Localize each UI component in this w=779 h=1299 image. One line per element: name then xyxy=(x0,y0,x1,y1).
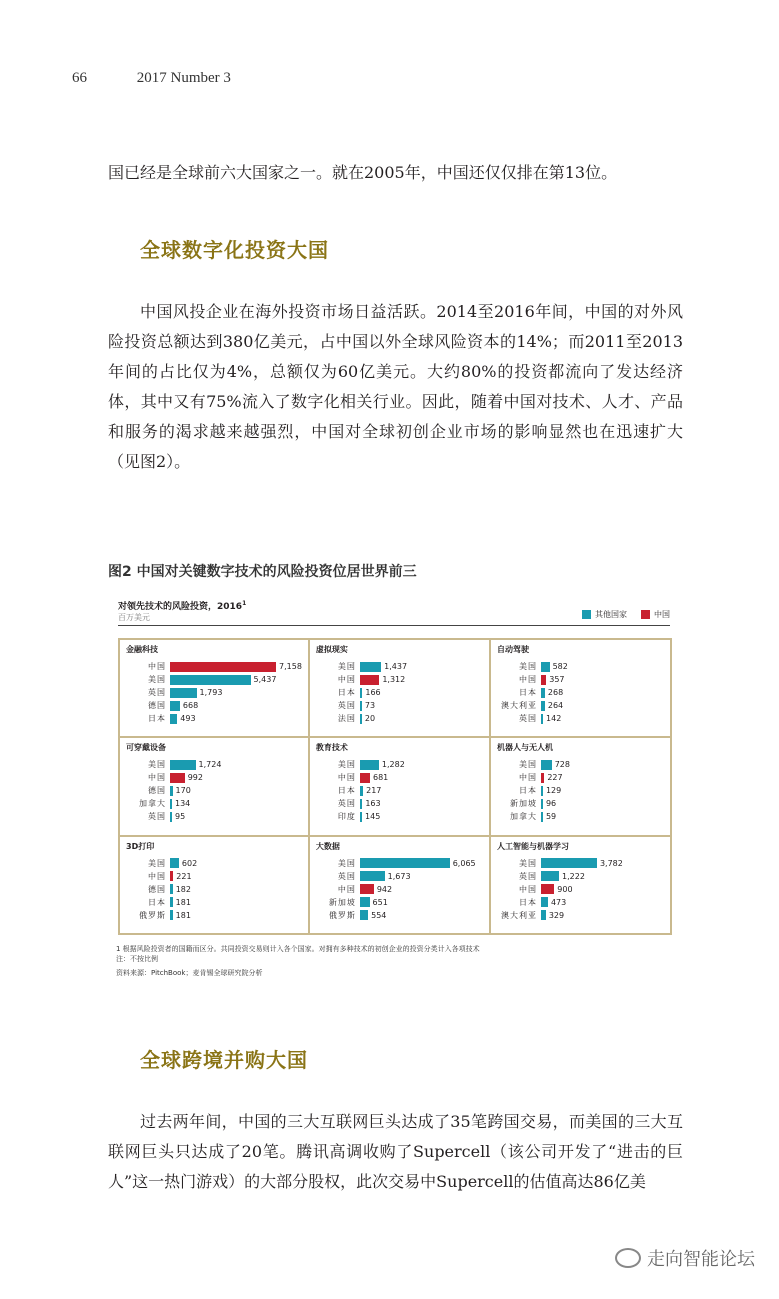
chart-bar-row xyxy=(497,686,664,699)
chart-panel xyxy=(119,836,309,934)
chart-bar xyxy=(541,812,543,822)
chart-bar xyxy=(170,884,173,894)
chart-bar xyxy=(170,799,172,809)
chart-bar-row xyxy=(316,758,483,771)
paragraph-3 xyxy=(108,1107,683,1197)
chart-value-label: 900 xyxy=(557,884,573,894)
chart-value-label: 163 xyxy=(365,799,381,809)
paragraph-1 xyxy=(108,158,683,188)
chart-bar-row xyxy=(126,699,302,712)
chart-note-2: 注：不按比例 xyxy=(116,955,158,963)
chart-panel-title: 虚拟现实 xyxy=(315,645,348,654)
chart-bar-row xyxy=(316,896,483,909)
chart-bar-row xyxy=(126,896,302,909)
chart-title-text: 对领先技术的风险投资，2016 xyxy=(118,602,243,612)
chart-bar xyxy=(541,858,597,868)
chart-bar xyxy=(360,884,374,894)
chart-value-label: 357 xyxy=(549,675,565,684)
chart-bar-row xyxy=(126,797,302,810)
chart-bar-row xyxy=(316,699,483,712)
chart-source: 资料来源：PitchBook；麦肯锡全球研究院分析 xyxy=(116,969,263,977)
chart-bar xyxy=(360,871,385,881)
chart-bar xyxy=(170,675,251,685)
chart-bar xyxy=(170,910,173,920)
chart-bar xyxy=(360,701,362,711)
chart-panel-grid xyxy=(118,638,672,935)
chart-panel-title: 自动驾驶 xyxy=(496,645,529,654)
chart-country-label: 加拿大 xyxy=(139,799,166,809)
watermark-text: 走向智能论坛 xyxy=(647,1249,755,1270)
chart-bar-row xyxy=(126,771,302,784)
chart-bar-row xyxy=(497,660,664,673)
chart-bar xyxy=(170,871,173,881)
chart-value-label: 264 xyxy=(547,701,564,710)
chart-country-label: 中国 xyxy=(337,773,356,783)
chart-top-rule xyxy=(118,625,670,626)
chart-value-label: 681 xyxy=(372,773,389,783)
chart-country-label: 中国 xyxy=(148,773,166,783)
chart-value-label: 166 xyxy=(365,688,381,697)
chart-value-label: 602 xyxy=(181,858,198,868)
chart-country-label: 德国 xyxy=(148,786,166,796)
chart-bar xyxy=(541,786,543,796)
chart-bar xyxy=(170,688,197,698)
chart-value-label: 1,222 xyxy=(562,871,585,881)
chart-bar-row xyxy=(316,909,483,922)
chart-panel xyxy=(119,639,309,737)
chart-bar-row xyxy=(316,660,483,673)
chart-value-label: 942 xyxy=(376,884,393,894)
chart-bar xyxy=(541,897,548,907)
chart-bar-row xyxy=(497,784,664,797)
paragraph-2 xyxy=(108,297,683,477)
chart-panel-title: 3D打印 xyxy=(126,841,155,851)
chart-country-label: 美国 xyxy=(337,858,356,868)
chart-country-label: 新加坡 xyxy=(509,799,537,809)
chart-bar-row xyxy=(497,909,664,922)
chart-bar-row xyxy=(316,712,483,725)
chart-bar-row xyxy=(316,810,483,823)
chart-country-label: 澳大利亚 xyxy=(500,910,537,920)
chart-panel xyxy=(490,836,671,934)
chart-value-label: 181 xyxy=(175,897,191,907)
chart-panel-title: 教育技术 xyxy=(315,743,348,753)
chart-value-label: 554 xyxy=(371,910,387,920)
chart-value-label: 582 xyxy=(552,662,568,671)
chart-bar-row xyxy=(497,810,664,823)
chart-value-label: 20 xyxy=(364,714,376,723)
chart-bar-row xyxy=(316,784,483,797)
paragraph-1-text: 国已经是全球前六大国家之一。就在2005年，中国还仅仅排在第13位。 xyxy=(108,163,618,182)
chart-country-label: 英国 xyxy=(337,871,356,881)
chart-country-label: 中国 xyxy=(518,884,537,894)
chart-bar-row xyxy=(316,857,483,870)
chart-value-label: 221 xyxy=(176,871,192,881)
chart-bar-row xyxy=(497,673,664,686)
chart-bar-row xyxy=(497,699,664,712)
chart-bar-row xyxy=(126,857,302,870)
chart-value-label: 1,282 xyxy=(381,760,405,770)
chart-bar xyxy=(541,871,559,881)
chart-value-label: 1,673 xyxy=(387,871,411,881)
chart-panel xyxy=(309,836,490,934)
chart-bar-row xyxy=(497,771,664,784)
chart-panel-title: 可穿戴设备 xyxy=(126,743,166,753)
chart-bar xyxy=(541,910,546,920)
chart-value-label: 7,158 xyxy=(279,662,302,671)
chart-country-label: 中国 xyxy=(148,871,166,881)
chart-country-label: 加拿大 xyxy=(509,812,537,822)
chart-title-sup: 1 xyxy=(242,600,247,607)
legend-label-others: 其他国家 xyxy=(595,610,627,619)
chart-value-label: 96 xyxy=(545,799,557,809)
chart-value-label: 6,065 xyxy=(452,858,476,868)
chart-country-label: 美国 xyxy=(337,760,356,770)
chart-value-label: 145 xyxy=(365,812,381,822)
chart-bar-row xyxy=(126,810,302,823)
watermark xyxy=(615,1245,755,1271)
chart-value-label: 668 xyxy=(182,701,199,710)
legend-label-china: 中国 xyxy=(654,610,670,619)
chart-country-label: 日本 xyxy=(518,688,537,697)
chart-bar-row xyxy=(316,771,483,784)
chart-value-label: 1,724 xyxy=(198,760,222,770)
chart-bar-row xyxy=(126,909,302,922)
chart-bar xyxy=(360,714,362,724)
chart-value-label: 1,793 xyxy=(199,688,223,697)
chart-country-label: 英国 xyxy=(337,799,356,809)
chart-bar-row xyxy=(126,870,302,883)
chart-bar xyxy=(360,662,381,672)
chart-bar-row xyxy=(126,673,302,686)
chart-value-label: 3,782 xyxy=(599,858,623,868)
chart-bar-row xyxy=(126,712,302,725)
chart-bar xyxy=(170,701,180,711)
chart-bar xyxy=(541,675,546,685)
chart-title xyxy=(118,599,246,612)
chart-value-label: 182 xyxy=(175,884,191,894)
chart-country-label: 德国 xyxy=(148,884,166,894)
chart-value-label: 728 xyxy=(554,760,570,770)
chart-bar xyxy=(360,675,379,685)
chart-notes xyxy=(116,944,480,964)
chart-panel xyxy=(490,639,671,737)
chart-value-label: 73 xyxy=(364,701,376,710)
chart-country-label: 美国 xyxy=(518,858,537,868)
chart-bar xyxy=(360,858,450,868)
chart-value-label: 651 xyxy=(372,897,388,907)
chart-country-label: 英国 xyxy=(148,812,166,822)
chart-country-label: 中国 xyxy=(337,675,356,684)
investment-chart xyxy=(108,595,678,990)
chart-panel xyxy=(309,639,490,737)
chart-country-label: 美国 xyxy=(148,858,166,868)
chart-bar-row xyxy=(126,686,302,699)
chart-country-label: 美国 xyxy=(148,675,166,684)
chart-bar-row xyxy=(316,686,483,699)
paragraph-3-text: 过去两年间，中国的三大互联网巨头达成了35笔跨国交易，而美国的三大互联网巨头只达成了20笔。腾讯高调收购了Supercell（该公司开发了“进击的巨人”这一热门游戏）的大部分股权，此次交易中Supercell的估值高达86亿美 xyxy=(108,1112,683,1191)
chart-unit: 百万美元 xyxy=(118,613,150,622)
chart-bar xyxy=(360,910,368,920)
chart-bar-row xyxy=(497,870,664,883)
chart-panel xyxy=(490,737,671,835)
chart-panel xyxy=(119,737,309,835)
chart-bar xyxy=(360,799,362,809)
chart-bar xyxy=(541,773,544,783)
chart-value-label: 329 xyxy=(548,910,565,920)
chart-country-label: 英国 xyxy=(148,688,166,697)
chart-country-label: 印度 xyxy=(337,812,356,822)
chart-bar-row xyxy=(126,883,302,896)
chart-country-label: 日本 xyxy=(518,786,537,796)
chart-bar xyxy=(360,897,370,907)
chart-country-label: 日本 xyxy=(148,897,166,907)
chart-bar xyxy=(170,786,173,796)
section-2-title: 全球跨境并购大国 xyxy=(140,1048,308,1072)
chart-value-label: 1,312 xyxy=(382,675,406,684)
legend-swatch-china xyxy=(641,610,650,619)
chart-bar xyxy=(541,884,554,894)
chart-country-label: 中国 xyxy=(148,662,166,671)
chart-panel-title: 金融科技 xyxy=(126,645,158,654)
chart-value-label: 134 xyxy=(175,799,191,809)
chart-bar xyxy=(360,812,362,822)
chart-value-label: 142 xyxy=(546,714,562,723)
chart-bar-row xyxy=(497,712,664,725)
chart-value-label: 493 xyxy=(180,714,196,723)
chart-country-label: 法国 xyxy=(337,714,356,723)
chart-value-label: 473 xyxy=(550,897,567,907)
chart-bar-row xyxy=(316,797,483,810)
chart-bar xyxy=(360,786,363,796)
paragraph-2-text: 中国风投企业在海外投资市场日益活跃。2014至2016年间，中国的对外风险投资总额达到380亿美元，占中国以外全球风险资本的14%；而2011至2013年间的占比仅为4%，总额仅为60亿美元。大约80%的投资都流向了发达经济体，其中又有75%流入了数字化相关行业。因此，随着中国对技术、人才、产品和服务的渴求越来越强烈，中国对全球初创企业市场的影响显然也在迅速扩大（见图2）。 xyxy=(108,302,683,471)
chart-bar-row xyxy=(126,660,302,673)
page-number: 66 xyxy=(72,70,87,86)
chart-bar xyxy=(360,760,379,770)
chart-country-label: 英国 xyxy=(518,871,537,881)
chart-bar xyxy=(170,897,173,907)
chart-value-label: 268 xyxy=(547,688,564,697)
issue-label: 2017 Number 3 xyxy=(136,70,231,86)
chart-value-label: 129 xyxy=(545,786,562,796)
section-1-title: 全球数字化投资大国 xyxy=(140,238,329,262)
chart-country-label: 中国 xyxy=(518,675,537,684)
chart-country-label: 美国 xyxy=(518,662,537,671)
chart-bar xyxy=(170,773,185,783)
chart-country-label: 美国 xyxy=(148,760,166,770)
chart-country-label: 日本 xyxy=(148,714,166,723)
chart-country-label: 新加坡 xyxy=(328,897,356,907)
chart-bar-row xyxy=(126,758,302,771)
chart-bar xyxy=(360,773,370,783)
chart-bar-row xyxy=(497,758,664,771)
chart-bar xyxy=(170,858,179,868)
chart-bar xyxy=(541,799,543,809)
chart-bar-row xyxy=(497,857,664,870)
chart-value-label: 59 xyxy=(545,812,557,822)
chart-country-label: 日本 xyxy=(518,897,537,907)
chart-country-label: 英国 xyxy=(337,701,356,710)
chart-country-label: 日本 xyxy=(337,786,356,796)
chart-value-label: 227 xyxy=(547,773,563,783)
chart-country-label: 日本 xyxy=(337,688,356,697)
chart-panel-title: 机器人与无人机 xyxy=(496,743,553,753)
figure-title: 图2 中国对关键数字技术的风险投资位居世界前三 xyxy=(108,564,417,580)
chart-country-label: 俄罗斯 xyxy=(328,910,356,920)
wechat-icon xyxy=(615,1248,641,1268)
chart-bar-row xyxy=(316,673,483,686)
chart-bar-row xyxy=(316,883,483,896)
chart-country-label: 中国 xyxy=(518,773,537,783)
chart-panel-title: 大数据 xyxy=(315,841,340,851)
chart-bar xyxy=(541,714,543,724)
chart-bar xyxy=(360,688,362,698)
chart-country-label: 美国 xyxy=(337,662,356,671)
chart-legend xyxy=(582,609,670,620)
chart-value-label: 992 xyxy=(187,773,203,783)
chart-country-label: 俄罗斯 xyxy=(139,910,166,920)
chart-bar xyxy=(541,688,545,698)
chart-bar xyxy=(170,760,196,770)
chart-country-label: 英国 xyxy=(518,714,537,723)
chart-bar-row xyxy=(316,870,483,883)
chart-panel-title: 人工智能与机器学习 xyxy=(496,841,569,851)
chart-bar-row xyxy=(497,797,664,810)
chart-value-label: 1,437 xyxy=(384,662,408,671)
chart-country-label: 美国 xyxy=(518,760,537,770)
chart-bar xyxy=(170,714,177,724)
chart-bar xyxy=(170,812,172,822)
running-header xyxy=(72,70,231,87)
chart-value-label: 181 xyxy=(175,910,191,920)
chart-country-label: 澳大利亚 xyxy=(500,701,537,710)
chart-bar-row xyxy=(126,784,302,797)
chart-bar xyxy=(541,701,545,711)
chart-bar xyxy=(541,760,552,770)
legend-swatch-others xyxy=(582,610,591,619)
chart-country-label: 德国 xyxy=(148,701,166,710)
chart-value-label: 95 xyxy=(175,812,186,822)
chart-note-1: 1 根据风险投资者的国籍而区分。共同投资交易则计入各个国家。对拥有多种技术的初创企业的投资分类计入各项技术 xyxy=(116,945,480,953)
chart-bar-row xyxy=(497,896,664,909)
chart-value-label: 170 xyxy=(175,786,191,796)
chart-country-label: 中国 xyxy=(337,884,356,894)
chart-value-label: 217 xyxy=(366,786,382,796)
chart-bar xyxy=(541,662,550,672)
chart-panel xyxy=(309,737,490,835)
chart-bar xyxy=(170,662,276,672)
chart-bar-row xyxy=(497,883,664,896)
chart-value-label: 5,437 xyxy=(253,675,277,684)
